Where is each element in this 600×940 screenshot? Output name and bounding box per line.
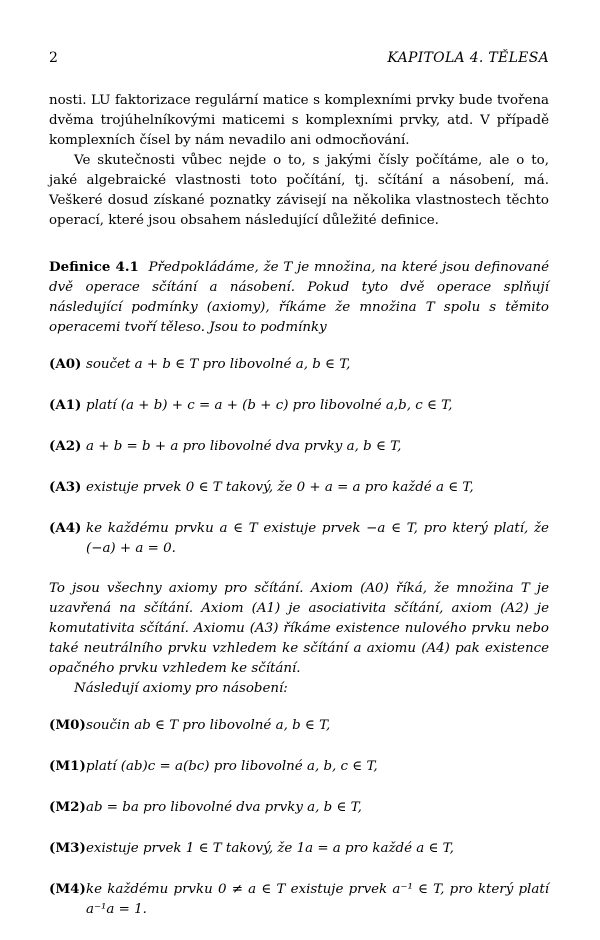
axiom-m1	[49, 756, 549, 777]
axiom-tag: (A2)	[49, 438, 82, 454]
paragraph-1: nosti. LU faktorizace regulární matice s komplexními prvky bude tvořena dvěma trojúhelníkovými maticemi s komplexními prvky, atd. V případě komplexních čísel by nám nevadilo ani odmocňování.	[49, 93, 549, 148]
page-body	[49, 91, 549, 940]
axiom-tag: (M0)	[49, 717, 86, 733]
axiom-text: součet a + b ∈ T pro libovolné a, b ∈ T,	[86, 357, 351, 372]
definition-label: Definice 4.1	[49, 259, 139, 275]
axiom-text: ke každému prvku a ∈ T existuje prvek −a ∈ T, pro který platí, že (−a) + a = 0.	[86, 521, 549, 556]
paragraph-2: Ve skutečnosti vůbec nejde o to, s jakými čísly počítáme, ale o to, jaké algebraické vlastnosti toto počítání, tj. sčítání a násobení, má. Veškeré dosud získané poznatky závisejí na několika vlastnostech těchto operací, které jsou obsahem následující důležité definice.	[49, 153, 549, 228]
axiom-text: existuje prvek 0 ∈ T takový, že 0 + a = a pro každé a ∈ T,	[86, 480, 474, 495]
axiom-commentary: To jsou všechny axiomy pro sčítání. Axiom (A0) říká, že množina T je uzavřená na sčítání. Axiom (A1) je asociativita sčítání, axiom (A2) je komutativita sčítání. Axiomu (A3) říkáme existence nulového prvku nebo také neutrálního prvku vzhledem ke sčítání a axiomu (A4) pak existence opačného prvku vzhledem ke sčítání.	[49, 581, 549, 676]
axiom-text: a + b = b + a pro libovolné dva prvky a, b ∈ T,	[86, 439, 402, 454]
axiom-a1	[49, 395, 549, 416]
axiom-tag: (M3)	[49, 840, 86, 856]
axiom-tag: (M1)	[49, 758, 86, 774]
axiom-a0	[49, 354, 549, 375]
axiom-tag: (A4)	[49, 520, 82, 536]
axiom-text: součin ab ∈ T pro libovolné a, b ∈ T,	[86, 718, 331, 733]
axiom-m2	[49, 797, 549, 818]
axiom-tag: (M2)	[49, 799, 86, 815]
definition-text: Předpokládáme, že T je množina, na které jsou definované dvě operace sčítání a násobení. Pokud tyto dvě operace splňují následující podmínky (axiomy), říkáme že množina T spolu s těmito operacemi tvoří těleso. Jsou to podmínky	[49, 260, 549, 335]
axiom-tag: (A1)	[49, 397, 82, 413]
axiom-tag: (A0)	[49, 356, 82, 372]
axiom-text: platí (ab)c = a(bc) pro libovolné a, b, c ∈ T,	[86, 759, 378, 774]
multiplication-axioms	[49, 715, 549, 920]
axiom-text: platí (a + b) + c = a + (b + c) pro libovolné a,b, c ∈ T,	[86, 398, 453, 413]
axiom-text: existuje prvek 1 ∈ T takový, že 1a = a pro každé a ∈ T,	[86, 841, 454, 856]
axiom-a2	[49, 436, 549, 457]
page-number: 2	[49, 50, 58, 66]
axiom-m3	[49, 838, 549, 859]
axiom-text: ab = ba pro libovolné dva prvky a, b ∈ T,	[86, 800, 362, 815]
axiom-m0	[49, 715, 549, 736]
axiom-tag: (M4)	[49, 881, 86, 897]
definition	[49, 257, 549, 338]
axiom-m4	[49, 879, 549, 920]
axiom-a4	[49, 518, 549, 559]
axiom-a3	[49, 477, 549, 498]
multiplication-intro: Následují axiomy pro násobení:	[74, 681, 288, 696]
axiom-text: ke každému prvku 0 ≠ a ∈ T existuje prvek a⁻¹ ∈ T, pro který platí a⁻¹a = 1.	[86, 882, 549, 917]
addition-axioms	[49, 354, 549, 559]
running-title: KAPITOLA 4. TĚLESA	[387, 50, 549, 66]
axiom-tag: (A3)	[49, 479, 82, 495]
